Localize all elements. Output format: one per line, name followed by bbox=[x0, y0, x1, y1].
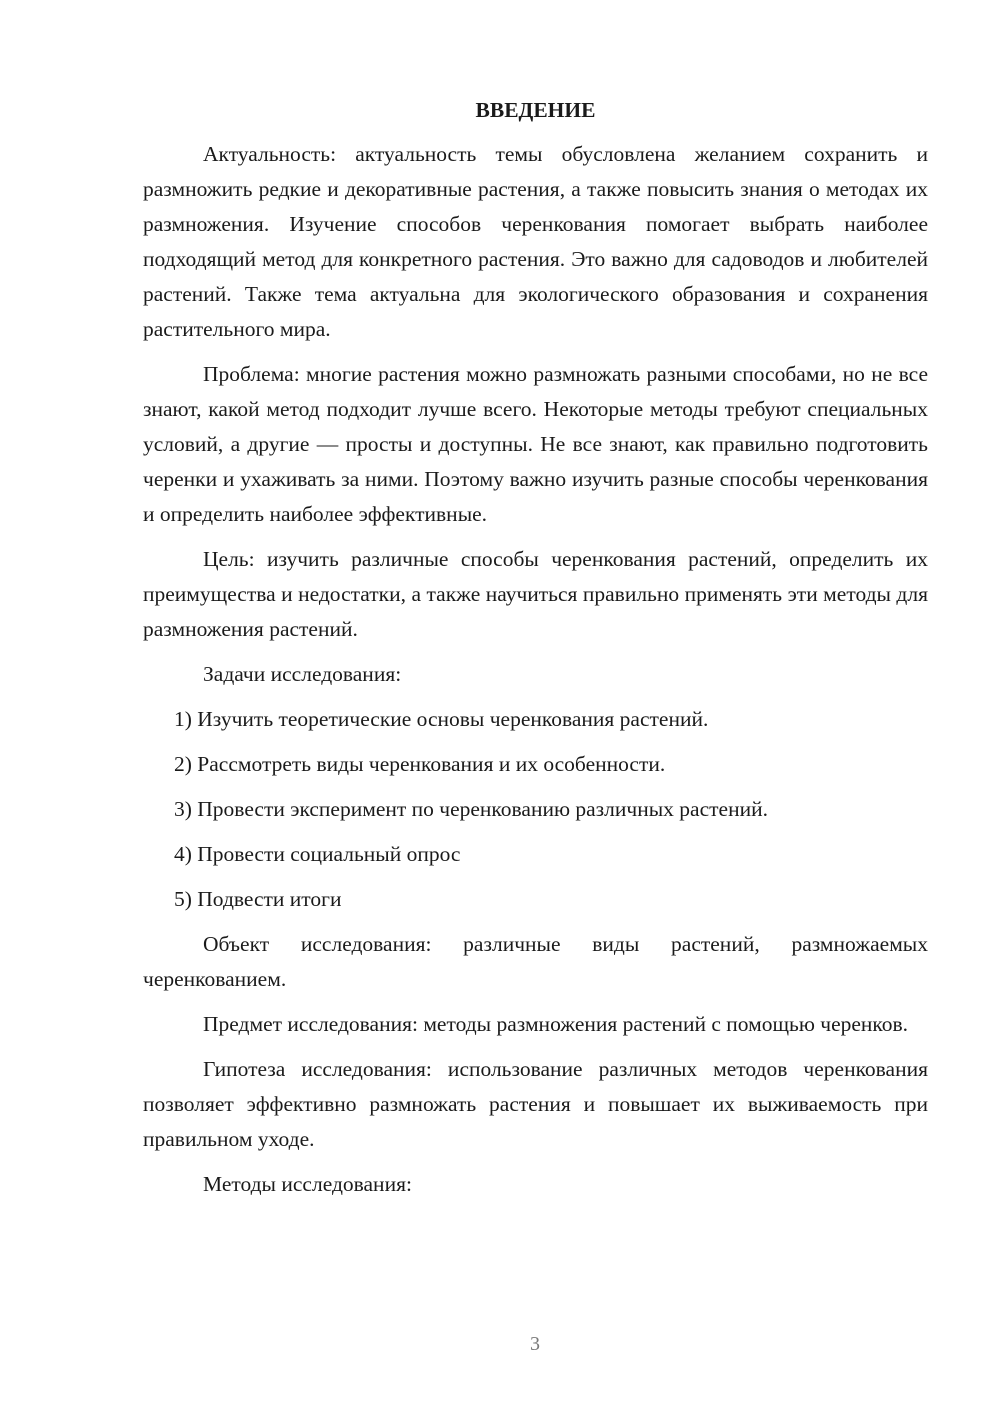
list-item: 1) Изучить теоретические основы черенкования растений. bbox=[174, 707, 709, 731]
page-content bbox=[143, 94, 928, 1212]
list-item: 3) Провести эксперимент по черенкованию различных растений. bbox=[174, 797, 768, 821]
tasks-heading: Задачи исследования: bbox=[203, 662, 402, 686]
section-title: ВВЕДЕНИЕ bbox=[475, 98, 596, 122]
page-number: 3 bbox=[530, 1333, 540, 1355]
subject-paragraph: Предмет исследования: методы размножения растений с помощью черенков. bbox=[203, 1012, 909, 1036]
tasks-list bbox=[143, 702, 928, 917]
methods-heading: Методы исследования: bbox=[203, 1172, 412, 1196]
relevance-paragraph: Актуальность: актуальность темы обусловлена желанием сохранить и размножить редкие и декоративные растения, а также повысить знания о методах их размножения. Изучение способов черенкования помогает выбрать наиболее подходящий метод для конкретного растения. Это важно для садоводов и любителей растений. Также тема актуальна для экологического образования и сохранения растительного мира. bbox=[143, 142, 928, 341]
hypothesis-paragraph: Гипотеза исследования: использование различных методов черенкования позволяет эффективно размножать растения и повышает их выживаемость при правильном уходе. bbox=[143, 1057, 928, 1151]
goal-paragraph: Цель: изучить различные способы черенкования растений, определить их преимущества и недостатки, а также научиться правильно применять эти методы для размножения растений. bbox=[143, 547, 928, 641]
list-item: 2) Рассмотреть виды черенкования и их особенности. bbox=[174, 752, 666, 776]
object-paragraph: Объект исследования: различные виды растений, размножаемых черенкованием. bbox=[143, 932, 928, 991]
list-item: 5) Подвести итоги bbox=[174, 887, 342, 911]
problem-paragraph: Проблема: многие растения можно размножать разными способами, но не все знают, какой метод подходит лучше всего. Некоторые методы требуют специальных условий, а другие — просты и доступны. Не все знают, как правильно подготовить черенки и ухаживать за ними. Поэтому важно изучить разные способы черенкования и определить наиболее эффективные. bbox=[143, 362, 928, 526]
list-item: 4) Провести социальный опрос bbox=[174, 842, 461, 866]
